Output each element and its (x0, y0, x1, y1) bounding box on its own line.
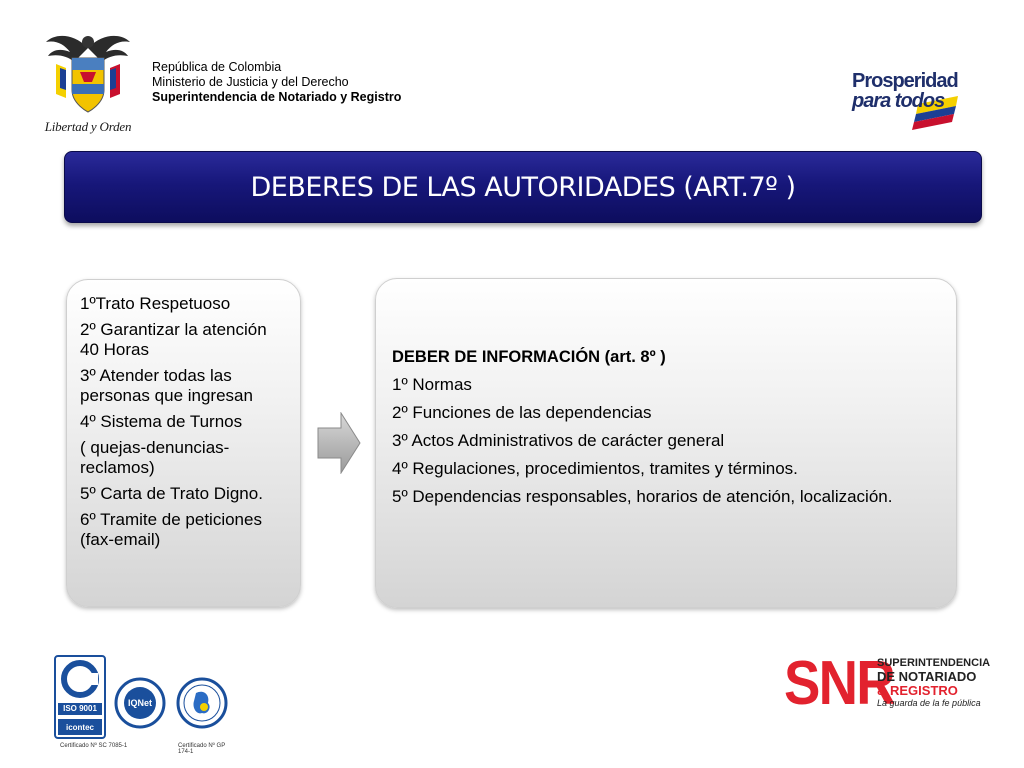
information-duty-heading: DEBER DE INFORMACIÓN (art. 8º ) (392, 348, 666, 366)
prosperidad-logo (848, 68, 960, 138)
duty-item: 3º Atender todas las personas que ingresan (80, 366, 253, 405)
snr-abbreviation: SNR (784, 649, 894, 718)
title-bar (64, 151, 982, 223)
duty-item: 4º Sistema de Turnos (80, 412, 243, 431)
coat-of-arms-logo (42, 28, 134, 144)
institution-line-country: República de Colombia (152, 60, 282, 74)
slogan-line-1: Prosperidad (852, 70, 958, 92)
duty-item: ( quejas-denuncias-reclamos) (80, 438, 230, 477)
information-item: 3º Actos Administrativos de carácter general (392, 431, 725, 450)
duty-item: 6º Tramite de peticiones (fax-email) (80, 510, 262, 549)
information-item: 4º Regulaciones, procedimientos, tramites y términos. (392, 459, 798, 478)
arrow-right-icon (317, 412, 361, 474)
motto-text: Libertad y Orden (44, 119, 132, 134)
information-item: 1º Normas (392, 375, 472, 394)
certification-logos (54, 655, 234, 755)
duties-list-box (66, 279, 301, 607)
institution-line-agency: Superintendencia de Notariado y Registro (152, 90, 402, 104)
duty-item: 5º Carta de Trato Digno. (80, 484, 263, 503)
duty-item: 2º Garantizar la atención 40 Horas (80, 320, 267, 359)
slogan-line-2: para todos (852, 90, 945, 112)
information-item: 2º Funciones de las dependencias (392, 403, 652, 422)
coat-of-arms-icon (42, 28, 134, 118)
snr-tagline: La guarda de la fe pública (877, 698, 981, 708)
iso-label: ISO 9001 (63, 704, 97, 713)
institution-block (152, 60, 401, 105)
gp-seal-icon (176, 677, 228, 729)
duty-item: 1ºTrato Respetuoso (80, 294, 231, 313)
icontec-label: icontec (65, 723, 94, 732)
snr-line-1: SUPERINTENDENCIA (877, 657, 991, 669)
snr-line-3: & REGISTRO (877, 683, 958, 698)
snr-logo (784, 649, 996, 732)
snr-line-2: DE NOTARIADO (877, 669, 977, 684)
institution-line-ministry: Ministerio de Justicia y del Derecho (152, 75, 349, 89)
information-item: 5º Dependencias responsables, horarios de atención, localización. (392, 487, 893, 506)
iqnet-label: IQNet (127, 698, 152, 708)
slide-title: DEBERES DE LAS AUTORIDADES (ART.7º ) (250, 171, 796, 203)
certificate-caption-1: Certificado Nº SC 7085-1 (60, 743, 128, 749)
information-duty-box (375, 278, 957, 608)
certificate-caption-2: Certificado Nº GP 174-1 (178, 743, 226, 755)
